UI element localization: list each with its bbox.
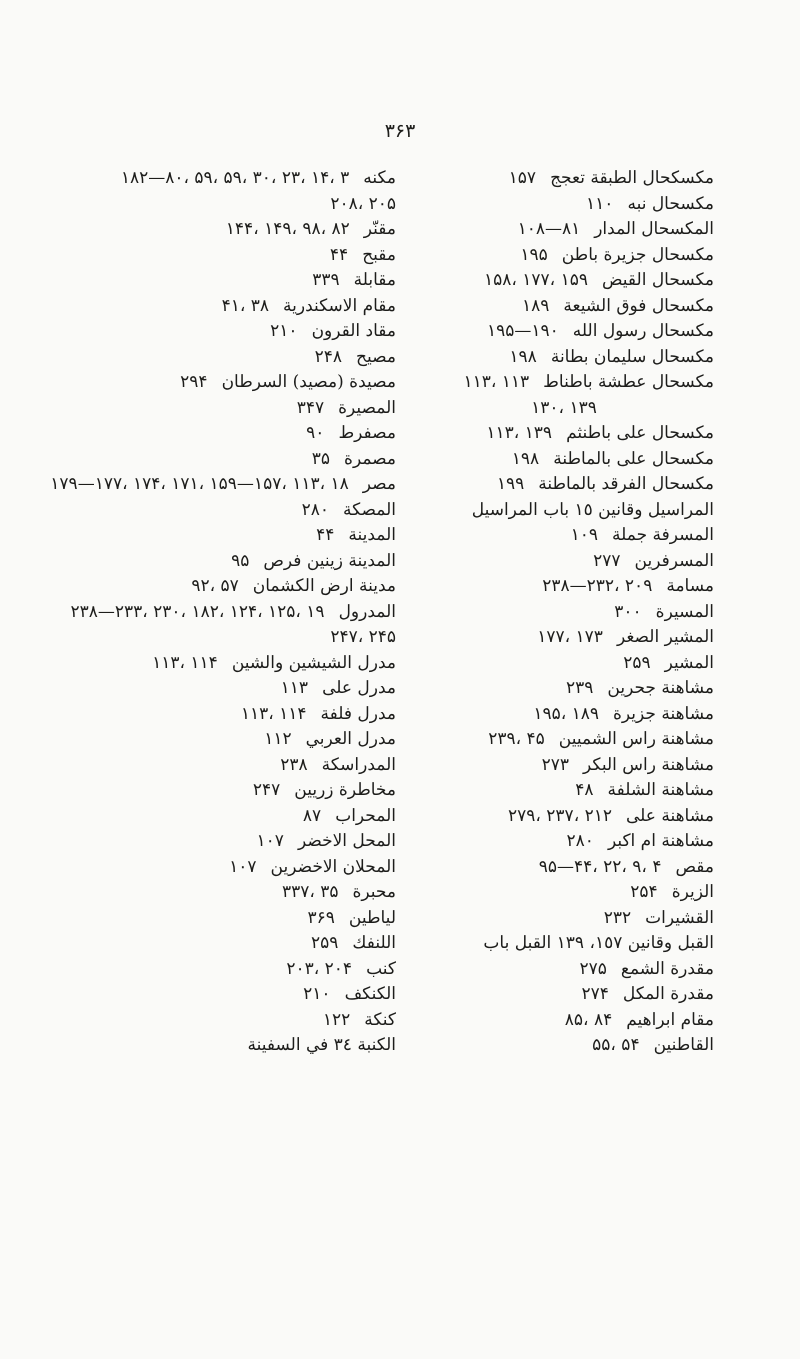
index-term: كنب (366, 958, 396, 979)
index-term: مشاهنة راس البكر (583, 754, 714, 775)
index-entry (414, 268, 714, 294)
index-term: مشاهنة الشلفة (607, 780, 714, 800)
index-entry (96, 396, 396, 422)
index-term: مكسحال القيض (601, 270, 714, 290)
index-entry (96, 370, 396, 396)
index-term: مسامة (666, 576, 714, 596)
index-term: الكنبة ٣٤ في السفينة (247, 1035, 396, 1055)
page-references: ۱۰۹ (570, 525, 598, 545)
index-entry (50, 472, 396, 498)
index-entry (414, 549, 714, 575)
index-entry (414, 345, 714, 371)
page-references: ۱۸۹ (522, 295, 550, 316)
index-term: المصيرة (338, 397, 396, 418)
index-entry (414, 676, 714, 702)
index-term: مكسحال رسول الله (572, 321, 714, 341)
page-references: ۲۸۰ (301, 499, 330, 520)
index-term: مشاهنة جحرين (607, 678, 714, 698)
page-references: ۲۴۷ (252, 780, 281, 800)
page-references: ۹۲، ۵۷ (191, 576, 239, 596)
index-term: القشيرات (645, 907, 714, 928)
index-entry (414, 294, 714, 320)
page-references: ۲۷۷ (593, 550, 621, 571)
index-entry (96, 957, 396, 983)
index-term: مكسحال فوق الشيعة (563, 295, 714, 316)
index-entry (414, 370, 714, 396)
page-references: ۲۷۴ (581, 984, 609, 1004)
page-references: ۲۳۹ (565, 678, 594, 698)
page-references: ۱۱۳، ۱۱۴ (152, 652, 218, 673)
page-references: ۱۰۸—۸۱ (517, 219, 581, 239)
index-entry (96, 574, 396, 600)
index-term: محبرة (352, 882, 396, 902)
index-entry (96, 651, 396, 677)
page-references: ۱۹۵ (520, 244, 548, 265)
index-term: المسرفة جملة (612, 525, 714, 545)
page-references: ۹۰ (306, 423, 325, 443)
index-entry (414, 574, 714, 600)
index-entry (414, 600, 714, 626)
page-references: ۲۳۲ (603, 907, 632, 928)
index-entry (96, 753, 396, 779)
index-entry (414, 957, 714, 983)
index-entry (96, 1033, 396, 1059)
index-entry (414, 396, 714, 422)
index-term: مقص (675, 856, 714, 877)
page-references: ۳۵ (311, 448, 331, 469)
index-term: المدينة (348, 525, 396, 545)
page-references: ۲۱۰ (303, 984, 331, 1004)
index-term: مقنّر (363, 219, 396, 239)
page-references: ۱۱۰ (586, 193, 614, 214)
page-references: ۱۹۵، ۱۸۹ (533, 703, 600, 724)
index-entry (96, 880, 396, 906)
page-references: ۳۴۷ (296, 397, 325, 418)
index-term: المحل الاخضر (297, 831, 396, 851)
index-entry (414, 447, 714, 473)
index-entry (414, 166, 714, 192)
index-term: مصفرط (338, 423, 396, 443)
index-term: مقام ابراهيم (626, 1009, 714, 1030)
page-references: ۱۱۳، ۱۱۴ (240, 703, 307, 724)
page-references: ۲۱۰ (270, 321, 298, 341)
index-term: مشاهنة جزيرة (613, 703, 714, 724)
page-references: ۲۸۰ (566, 831, 594, 851)
index-entry (414, 243, 714, 269)
page-references: ۲۷۳ (541, 754, 570, 775)
page-references: ۲۴۸ (314, 346, 343, 367)
index-entry (414, 906, 714, 932)
page-references: ۱۹۸ (511, 448, 540, 469)
index-entry (96, 498, 396, 524)
index-term: القبل وقانين ١٥٧، ١٣٩ القبل باب (483, 933, 714, 953)
page-references: ۴۴ (329, 244, 349, 265)
index-entry (96, 855, 396, 881)
page-references: ۲۵۹ (311, 933, 339, 953)
page-references: ۱۳۰، ۱۳۹ (531, 397, 597, 418)
page-references: ۱۱۳، ۱۱۳ (463, 372, 530, 392)
page-references: ۱۷۷، ۱۷۳ (537, 627, 603, 647)
index-entry (96, 166, 396, 192)
page-references: ۲۳۸—۲۳۲، ۲۰۹ (542, 576, 653, 596)
index-term: مدرل الشيشين والشين (231, 652, 396, 673)
page-references: ۳۰۰ (614, 601, 642, 622)
index-term: لياطين (348, 907, 396, 928)
index-entry (414, 1033, 714, 1059)
index-term: مقدرة المكل (622, 984, 714, 1004)
index-term: المحراب (335, 805, 396, 826)
page-references: ۴۱، ۳۸ (221, 295, 270, 316)
page-references: ۱۹۸ (509, 346, 537, 367)
index-term: مشاهنة على (625, 805, 714, 826)
index-entry (96, 906, 396, 932)
page-references: ۱۹۵—۱۹۰ (486, 321, 559, 341)
index-entry (96, 676, 396, 702)
page-references: ۲۳۸ (280, 754, 308, 775)
page-references: ۱۲۲ (322, 1009, 351, 1030)
index-entry (414, 880, 714, 906)
index-term: مكسحال نبه (627, 193, 714, 214)
index-term: المسيرة (655, 601, 714, 622)
index-entry (414, 727, 714, 753)
index-term: القاطنين (653, 1035, 714, 1055)
page-references: ۴۸ (575, 780, 594, 800)
index-term: المشير الصغر (616, 627, 714, 647)
page-references: ۱۱۲ (264, 729, 292, 749)
index-entry (414, 421, 714, 447)
index-term: مكسحال على باطنثم (566, 423, 714, 443)
index-term: المدرول (338, 601, 396, 622)
index-entry (414, 931, 714, 957)
index-term: مكسحال عطشة باطناط (543, 372, 714, 392)
index-term: المكسحال المدار (594, 219, 714, 239)
index-entry (414, 523, 714, 549)
page-references: ۲۳۸—۲۳۳، ۲۳۰، ۱۸۲، ۱۲۴، ۱۲۵، ۱۹ (70, 601, 325, 622)
index-entry (96, 778, 396, 804)
index-entry (96, 268, 396, 294)
page-references: ۹۵—۴۴، ۲۲، ۹، ۴ (538, 856, 662, 877)
page-references: ۳۳۷، ۳۵ (281, 882, 339, 902)
page-references: ۱۵۸، ۱۷۷، ۱۵۹ (484, 270, 588, 290)
index-entry (414, 778, 714, 804)
index-term: مصمرة (344, 448, 396, 469)
index-term: مقام الاسكندرية (283, 295, 396, 316)
page-references: ۲۵۹ (623, 652, 651, 673)
index-term: مدينة ارض الكشمان (252, 576, 396, 596)
index-term: مدرل فلفة (320, 703, 396, 724)
page-references: ۱۱۳، ۱۳۹ (486, 423, 553, 443)
page-references: ۱۷۹—۱۷۷، ۱۷۴، ۱۷۱، ۱۵۹—۱۵۷، ۱۱۳، ۱۸ (50, 474, 349, 494)
page-references: ۳۳۹ (312, 270, 340, 290)
index-entry (96, 523, 396, 549)
page-references: ۲۴۷، ۲۴۵ (330, 627, 396, 647)
index-entry (96, 1008, 396, 1034)
index-term: مکنه (363, 168, 396, 188)
index-entry (96, 192, 396, 218)
index-entry (414, 982, 714, 1008)
index-term: مدرل على (322, 678, 396, 698)
index-entry (96, 294, 396, 320)
index-entry (96, 345, 396, 371)
index-entry (96, 217, 396, 243)
index-term: مقدرة الشمع (620, 958, 714, 979)
page-references: ۱۹۹ (496, 474, 525, 494)
page-references: ۸۷ (302, 805, 322, 826)
page-references: ۲۰۳، ۲۰۴ (286, 958, 353, 979)
page-references: ۲۳۹، ۴۵ (488, 729, 545, 749)
index-term: مشاهنة راس الشميين (558, 729, 714, 749)
index-term: المصكة (343, 499, 396, 520)
page-references: ۳۶۹ (307, 907, 335, 928)
page-references: ۱۴۴، ۱۴۹، ۹۸، ۸۲ (225, 219, 350, 239)
index-entry (96, 319, 396, 345)
index-entry (414, 192, 714, 218)
index-term: الكنكف (344, 984, 396, 1004)
page-references: ۱۰۷ (256, 831, 284, 851)
index-column-right (414, 166, 714, 1059)
index-term: مكسحال سليمان بطانة (550, 346, 714, 367)
index-term: مكسحال الفرقد بالماطنة (538, 474, 714, 494)
page-references: ۲۷۹، ۲۳۷، ۲۱۲ (508, 805, 612, 826)
index-term: مقبح (362, 244, 396, 265)
index-term: المدراسكة (321, 754, 396, 775)
index-term: مدرل العربي (305, 729, 396, 749)
index-entry (414, 651, 714, 677)
index-term: المشير (664, 652, 714, 673)
index-entry (414, 625, 714, 651)
index-entry (96, 243, 396, 269)
index-entry (96, 625, 396, 651)
page-references: ۵۵، ۵۴ (592, 1035, 640, 1055)
index-term: اللنفك (352, 933, 396, 953)
index-entry (96, 829, 396, 855)
page-references: ۴۴ (316, 525, 335, 545)
index-entry (70, 600, 396, 626)
page-references: ۹۵ (231, 550, 250, 571)
index-term: مشاهنة ام اكبر (607, 831, 714, 851)
page-references: ۲۰۸، ۲۰۵ (330, 193, 396, 214)
page-references: ۲۹۴ (180, 372, 208, 392)
page-references: ۱۰۷ (229, 856, 257, 877)
page-references: ۲۷۵ (579, 958, 607, 979)
page-references: ۱۵۷ (508, 168, 537, 188)
index-entry (414, 855, 714, 881)
index-term: كنكة (364, 1009, 396, 1030)
index-entry (414, 319, 714, 345)
index-term: مقابلة (353, 270, 396, 290)
index-term: الزيرة (671, 882, 714, 902)
index-entry (96, 727, 396, 753)
index-entry (96, 702, 396, 728)
index-term: المدينة زينين فرص (263, 550, 396, 571)
index-term: مقاد القرون (311, 321, 396, 341)
page-number: ۳۶۳ (384, 120, 416, 142)
index-term: مكسحال على بالماطنة (553, 448, 714, 469)
index-term: مصيح (356, 346, 396, 367)
page-references: ۸۵، ۸۴ (564, 1009, 613, 1030)
index-entry (96, 447, 396, 473)
index-entry (414, 753, 714, 779)
index-entry (414, 804, 714, 830)
index-column-left (50, 166, 396, 1059)
index-term: مخاطرة زريين (294, 780, 396, 800)
page-references: ۱۸۲—۸۰، ۵۹، ۵۹، ۳۰، ۲۳، ۱۴، ۳ (120, 168, 350, 188)
page-references: ۲۵۴ (630, 882, 658, 902)
index-entry (96, 804, 396, 830)
index-entry (96, 982, 396, 1008)
index-term: مكسكحال الطبقة تعجج (550, 168, 714, 188)
index-entry (414, 1008, 714, 1034)
index-term: المحلان الاخضرين (270, 856, 396, 877)
index-entry (96, 421, 396, 447)
index-term: المسرفرين (634, 550, 714, 571)
index-entry (414, 498, 714, 524)
index-entry (414, 702, 714, 728)
index-entry (414, 829, 714, 855)
index-term: المراسيل وقانين ١٥ باب المراسيل (471, 499, 714, 520)
index-term: مكسحال جزيرة باطن (561, 244, 714, 265)
index-term: مصيدة (مصيد) السرطان (221, 372, 396, 392)
index-entry (96, 931, 396, 957)
index-term: مصر (362, 474, 396, 494)
index-entry (96, 549, 396, 575)
page-references: ۱۱۳ (280, 678, 309, 698)
index-entry (414, 472, 714, 498)
index-entry (414, 217, 714, 243)
